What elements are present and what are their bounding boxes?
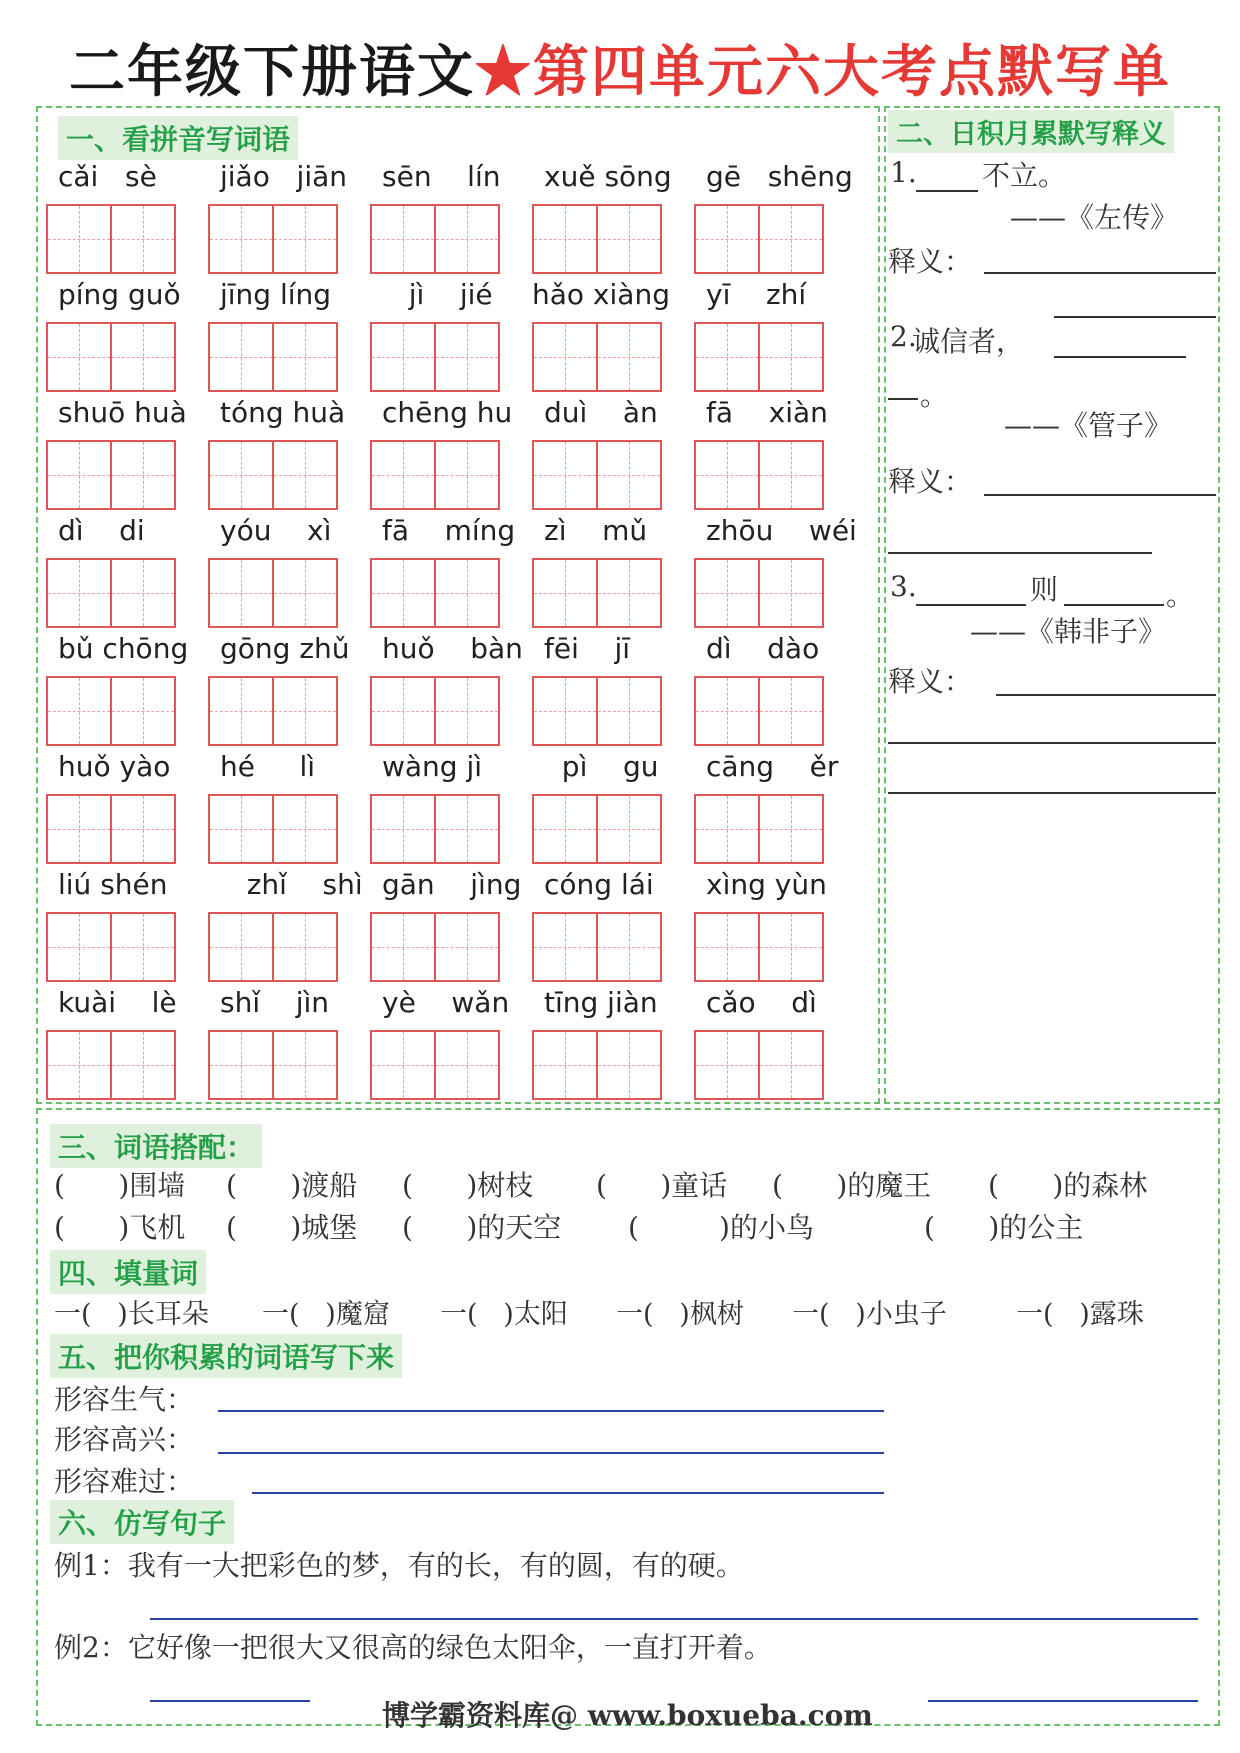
word-cell <box>532 396 694 514</box>
pinyin-label: bǔ chōng <box>58 632 189 665</box>
character-boxes[interactable] <box>694 322 824 392</box>
character-box[interactable] <box>48 1032 110 1098</box>
character-box[interactable] <box>758 914 822 980</box>
pinyin-label: liú shén <box>58 868 168 901</box>
word-cell <box>208 278 370 396</box>
q1-source: ——《左传》 <box>1010 201 1179 234</box>
star-icon: ★ <box>475 39 533 105</box>
character-boxes[interactable] <box>694 558 824 628</box>
character-box[interactable] <box>434 442 498 508</box>
example-1-answer-line[interactable] <box>150 1618 1198 1620</box>
character-box[interactable] <box>534 206 596 272</box>
pinyin-label: duì àn <box>544 396 658 429</box>
character-boxes[interactable] <box>694 676 824 746</box>
pinyin-label: hǎo xiàng <box>532 278 670 311</box>
collocation-item[interactable]: ( )树枝 <box>402 1169 534 1202</box>
section5-heading: 五、把你积累的词语写下来 <box>50 1334 402 1378</box>
character-box[interactable] <box>48 206 110 272</box>
character-box[interactable] <box>596 206 660 272</box>
character-box[interactable] <box>210 914 272 980</box>
example-2-answer-line-left[interactable] <box>150 1700 310 1702</box>
character-box[interactable] <box>596 442 660 508</box>
pinyin-label: dì di <box>58 514 145 547</box>
pinyin-label: wàng jì <box>382 750 483 783</box>
character-box[interactable] <box>696 1032 758 1098</box>
character-box[interactable] <box>272 442 336 508</box>
character-boxes[interactable] <box>46 1030 176 1100</box>
word-cell <box>694 632 856 750</box>
character-boxes[interactable] <box>208 794 338 864</box>
character-box[interactable] <box>596 324 660 390</box>
q3-meaning-label: 释义： <box>888 665 973 698</box>
word-cell <box>694 278 856 396</box>
character-boxes[interactable] <box>46 558 176 628</box>
measure-word-item[interactable]: 一( )露珠 <box>1016 1299 1144 1330</box>
pinyin-label: cǎi sè <box>58 160 157 193</box>
character-box[interactable] <box>696 324 758 390</box>
word-cell <box>532 278 694 396</box>
example-2: 例2：它好像一把很大又很高的绿色太阳伞，一直打开着。 <box>54 1631 772 1664</box>
measure-word-item[interactable]: 一( )枫树 <box>616 1299 744 1330</box>
character-box[interactable] <box>272 678 336 744</box>
pinyin-label: jì jié <box>382 278 493 311</box>
character-boxes[interactable] <box>532 912 662 982</box>
character-boxes[interactable] <box>208 440 338 510</box>
character-box[interactable] <box>434 678 498 744</box>
word-cell <box>46 986 208 1104</box>
character-boxes[interactable] <box>532 322 662 392</box>
character-box[interactable] <box>596 796 660 862</box>
character-box[interactable] <box>110 442 174 508</box>
character-box[interactable] <box>372 678 434 744</box>
character-box[interactable] <box>534 324 596 390</box>
character-box[interactable] <box>210 560 272 626</box>
word-cell <box>532 160 694 278</box>
q1-number: 1. <box>890 156 917 189</box>
pinyin-label: zhōu wéi <box>706 514 857 547</box>
happy-label: 形容高兴： <box>54 1423 195 1456</box>
q1-meaning-line-1[interactable] <box>984 272 1216 274</box>
word-cell <box>370 278 532 396</box>
collocation-item[interactable]: ( )渡船 <box>226 1169 358 1202</box>
character-box[interactable] <box>534 678 596 744</box>
q2-meaning-label: 释义： <box>888 465 973 498</box>
pinyin-label: cāng ěr <box>706 750 839 783</box>
pinyin-label: yóu xì <box>220 514 332 547</box>
measure-word-item[interactable]: 一( )魔窟 <box>262 1299 390 1330</box>
character-box[interactable] <box>272 1032 336 1098</box>
pinyin-label: tóng huà <box>220 396 346 429</box>
character-box[interactable] <box>372 324 434 390</box>
word-cell <box>370 868 532 986</box>
character-box[interactable] <box>434 914 498 980</box>
character-box[interactable] <box>758 678 822 744</box>
pinyin-label: gōng zhǔ <box>220 632 350 665</box>
word-cell <box>46 632 208 750</box>
character-boxes[interactable] <box>532 440 662 510</box>
pinyin-label: hé lì <box>220 750 316 783</box>
collocation-item[interactable]: ( )的公主 <box>924 1211 1084 1244</box>
character-box[interactable] <box>696 560 758 626</box>
character-box[interactable] <box>434 796 498 862</box>
character-box[interactable] <box>534 914 596 980</box>
pinyin-label: fēi jī <box>544 632 631 665</box>
character-box[interactable] <box>110 324 174 390</box>
q3-meaning-line-1[interactable] <box>996 694 1216 696</box>
word-cell <box>46 278 208 396</box>
collocation-item[interactable]: ( )的小鸟 <box>628 1211 814 1244</box>
angry-answer-line[interactable] <box>218 1410 884 1412</box>
pinyin-label: pì gu <box>544 750 659 783</box>
word-cell <box>532 632 694 750</box>
collocation-item[interactable]: ( )围墙 <box>54 1169 186 1202</box>
word-cell <box>208 750 370 868</box>
pinyin-label: sēn lín <box>382 160 501 193</box>
pinyin-label: fā míng <box>382 514 516 547</box>
character-box[interactable] <box>372 914 434 980</box>
character-boxes[interactable] <box>208 322 338 392</box>
q2-text: 诚信者， <box>912 325 1025 358</box>
character-boxes[interactable] <box>208 558 338 628</box>
character-boxes[interactable] <box>46 322 176 392</box>
pinyin-label: píng guǒ <box>58 278 181 311</box>
character-boxes[interactable] <box>694 794 824 864</box>
character-box[interactable] <box>48 678 110 744</box>
word-cell <box>208 160 370 278</box>
q3-meaning-line-2[interactable] <box>888 742 1216 744</box>
character-box[interactable] <box>758 796 822 862</box>
pinyin-label: cóng lái <box>544 868 654 901</box>
character-box[interactable] <box>596 914 660 980</box>
sad-label: 形容难过： <box>54 1465 195 1498</box>
pinyin-label: dì dào <box>706 632 820 665</box>
character-boxes[interactable] <box>370 1030 500 1100</box>
character-boxes[interactable] <box>532 794 662 864</box>
pinyin-label: xuě sōng <box>544 160 672 193</box>
character-boxes[interactable] <box>46 440 176 510</box>
section6-heading: 六、仿写句子 <box>50 1500 234 1544</box>
q2-meaning-line-2[interactable] <box>888 552 1152 554</box>
measure-word-item[interactable]: 一( )太阳 <box>440 1299 568 1330</box>
character-box[interactable] <box>210 442 272 508</box>
word-cell <box>370 514 532 632</box>
q3-blank-2[interactable] <box>1064 604 1164 606</box>
word-cell <box>370 750 532 868</box>
character-box[interactable] <box>534 560 596 626</box>
character-box[interactable] <box>210 206 272 272</box>
pinyin-label: zhǐ shì <box>220 868 363 901</box>
character-boxes[interactable] <box>532 676 662 746</box>
q2-blank-2[interactable] <box>888 398 918 400</box>
word-cell <box>694 868 856 986</box>
section3-heading: 三、词语搭配： <box>50 1124 262 1168</box>
footer-watermark: 博学霸资料库@ www.boxueba.com <box>382 1699 873 1732</box>
character-boxes[interactable] <box>208 1030 338 1100</box>
title-grade: 二年级下册语文 <box>69 39 475 105</box>
character-boxes[interactable] <box>46 676 176 746</box>
character-box[interactable] <box>758 324 822 390</box>
character-box[interactable] <box>696 914 758 980</box>
pinyin-label: yè wǎn <box>382 986 510 1019</box>
word-cell <box>208 632 370 750</box>
angry-label: 形容生气： <box>54 1383 195 1416</box>
character-box[interactable] <box>534 442 596 508</box>
q3-meaning-line-3[interactable] <box>888 792 1216 794</box>
character-box[interactable] <box>372 442 434 508</box>
example-2-answer-line-right[interactable] <box>928 1700 1198 1702</box>
character-boxes[interactable] <box>370 676 500 746</box>
pinyin-label: zì mǔ <box>544 514 648 547</box>
sad-answer-line[interactable] <box>252 1492 884 1494</box>
character-box[interactable] <box>434 1032 498 1098</box>
character-box[interactable] <box>210 1032 272 1098</box>
character-box[interactable] <box>758 442 822 508</box>
character-boxes[interactable] <box>370 794 500 864</box>
character-boxes[interactable] <box>370 204 500 274</box>
pinyin-label: cǎo dì <box>706 986 817 1019</box>
character-box[interactable] <box>48 442 110 508</box>
character-boxes[interactable] <box>370 440 500 510</box>
q1-meaning-label: 释义： <box>888 245 973 278</box>
example-1: 例1：我有一大把彩色的梦，有的长，有的圆，有的硬。 <box>54 1549 744 1582</box>
word-cell <box>694 514 856 632</box>
character-boxes[interactable] <box>370 558 500 628</box>
q1-blank[interactable] <box>916 190 978 192</box>
collocation-item[interactable]: ( )飞机 <box>54 1211 186 1244</box>
word-cell <box>208 986 370 1104</box>
character-boxes[interactable] <box>208 912 338 982</box>
character-box[interactable] <box>110 1032 174 1098</box>
q2-meaning-line-1[interactable] <box>984 494 1216 496</box>
word-cell <box>208 868 370 986</box>
character-box[interactable] <box>110 206 174 272</box>
character-box[interactable] <box>434 324 498 390</box>
character-box[interactable] <box>696 796 758 862</box>
word-cell <box>46 750 208 868</box>
word-cell <box>694 396 856 514</box>
collocation-item[interactable]: ( )的森林 <box>988 1169 1148 1202</box>
happy-answer-line[interactable] <box>218 1452 884 1454</box>
q1-text: 不立。 <box>982 159 1067 192</box>
pinyin-label: jiǎo jiān <box>220 160 348 193</box>
character-box[interactable] <box>372 1032 434 1098</box>
character-boxes[interactable] <box>694 1030 824 1100</box>
character-box[interactable] <box>110 796 174 862</box>
character-box[interactable] <box>534 1032 596 1098</box>
character-boxes[interactable] <box>46 794 176 864</box>
word-cell <box>532 986 694 1104</box>
word-cell <box>370 632 532 750</box>
pinyin-label: yī zhí <box>706 278 807 311</box>
pinyin-label: kuài lè <box>58 986 177 1019</box>
word-cell <box>46 160 208 278</box>
title-unit: 第四单元六大考点默写单 <box>533 39 1171 105</box>
character-box[interactable] <box>272 324 336 390</box>
q2-source: ——《管子》 <box>1004 409 1173 442</box>
character-box[interactable] <box>48 914 110 980</box>
word-cell <box>208 396 370 514</box>
character-box[interactable] <box>210 678 272 744</box>
pinyin-label: huǒ bàn <box>382 632 523 665</box>
word-cell <box>208 514 370 632</box>
pinyin-label: shǐ jìn <box>220 986 330 1019</box>
pinyin-label: gān jìng <box>382 868 522 901</box>
pinyin-label: jīng líng <box>220 278 332 311</box>
measure-word-item[interactable]: 一( )长耳朵 <box>54 1299 209 1330</box>
character-box[interactable] <box>110 678 174 744</box>
section4-heading: 四、填量词 <box>50 1250 206 1294</box>
pinyin-label: gē shēng <box>706 160 853 193</box>
q3-mid: 则 <box>1030 573 1059 606</box>
character-box[interactable] <box>372 796 434 862</box>
word-cell <box>694 160 856 278</box>
character-box[interactable] <box>758 560 822 626</box>
character-boxes[interactable] <box>694 912 824 982</box>
word-cell <box>370 986 532 1104</box>
q2-blank-1[interactable] <box>1054 356 1186 358</box>
word-cell <box>694 986 856 1104</box>
character-boxes[interactable] <box>532 1030 662 1100</box>
character-box[interactable] <box>434 560 498 626</box>
collocation-item[interactable]: ( )的魔王 <box>772 1169 932 1202</box>
character-boxes[interactable] <box>532 204 662 274</box>
word-cell <box>46 396 208 514</box>
character-box[interactable] <box>758 1032 822 1098</box>
character-boxes[interactable] <box>694 440 824 510</box>
character-boxes[interactable] <box>208 204 338 274</box>
word-cell <box>46 868 208 986</box>
character-boxes[interactable] <box>694 204 824 274</box>
character-box[interactable] <box>48 796 110 862</box>
word-cell <box>532 750 694 868</box>
character-box[interactable] <box>696 206 758 272</box>
character-box[interactable] <box>696 678 758 744</box>
character-box[interactable] <box>434 206 498 272</box>
measure-word-item[interactable]: 一( )小虫子 <box>792 1299 947 1330</box>
character-box[interactable] <box>534 796 596 862</box>
character-box[interactable] <box>110 560 174 626</box>
pinyin-label: fā xiàn <box>706 396 828 429</box>
character-box[interactable] <box>272 206 336 272</box>
collocation-item[interactable]: ( )的天空 <box>402 1211 562 1244</box>
collocation-item[interactable]: ( )城堡 <box>226 1211 358 1244</box>
q3-number: 3. <box>890 570 917 603</box>
character-box[interactable] <box>210 324 272 390</box>
word-cell <box>370 160 532 278</box>
character-box[interactable] <box>272 560 336 626</box>
character-boxes[interactable] <box>532 558 662 628</box>
pinyin-label: shuō huà <box>58 396 187 429</box>
character-boxes[interactable] <box>208 676 338 746</box>
character-boxes[interactable] <box>370 912 500 982</box>
q1-meaning-line-2[interactable] <box>1054 316 1216 318</box>
character-box[interactable] <box>372 206 434 272</box>
pinyin-label: tīng jiàn <box>544 986 658 1019</box>
character-box[interactable] <box>758 206 822 272</box>
pinyin-label: chēng hu <box>382 396 513 429</box>
character-box[interactable] <box>596 678 660 744</box>
section2-heading: 二、日积月累默写释义 <box>888 110 1174 153</box>
character-box[interactable] <box>272 914 336 980</box>
word-cell <box>532 868 694 986</box>
word-cell <box>532 514 694 632</box>
page-title <box>0 28 1240 108</box>
character-box[interactable] <box>210 796 272 862</box>
q3-end: 。 <box>1166 579 1195 612</box>
pinyin-label: xìng yùn <box>706 868 827 901</box>
character-boxes[interactable] <box>46 204 176 274</box>
q2-end: 。 <box>920 379 949 412</box>
character-box[interactable] <box>48 324 110 390</box>
word-cell <box>694 750 856 868</box>
character-box[interactable] <box>596 1032 660 1098</box>
character-box[interactable] <box>48 560 110 626</box>
character-box[interactable] <box>372 560 434 626</box>
q2-number: 2. <box>890 320 917 353</box>
character-box[interactable] <box>110 914 174 980</box>
q3-blank-1[interactable] <box>916 604 1026 606</box>
word-cell <box>46 514 208 632</box>
word-cell <box>370 396 532 514</box>
pinyin-label: huǒ yào <box>58 750 171 783</box>
q3-source: ——《韩非子》 <box>970 615 1167 648</box>
character-box[interactable] <box>596 560 660 626</box>
section1-heading: 一、看拼音写词语 <box>58 116 298 160</box>
character-boxes[interactable] <box>370 322 500 392</box>
character-box[interactable] <box>696 442 758 508</box>
collocation-item[interactable]: ( )童话 <box>596 1169 728 1202</box>
character-boxes[interactable] <box>46 912 176 982</box>
character-box[interactable] <box>272 796 336 862</box>
